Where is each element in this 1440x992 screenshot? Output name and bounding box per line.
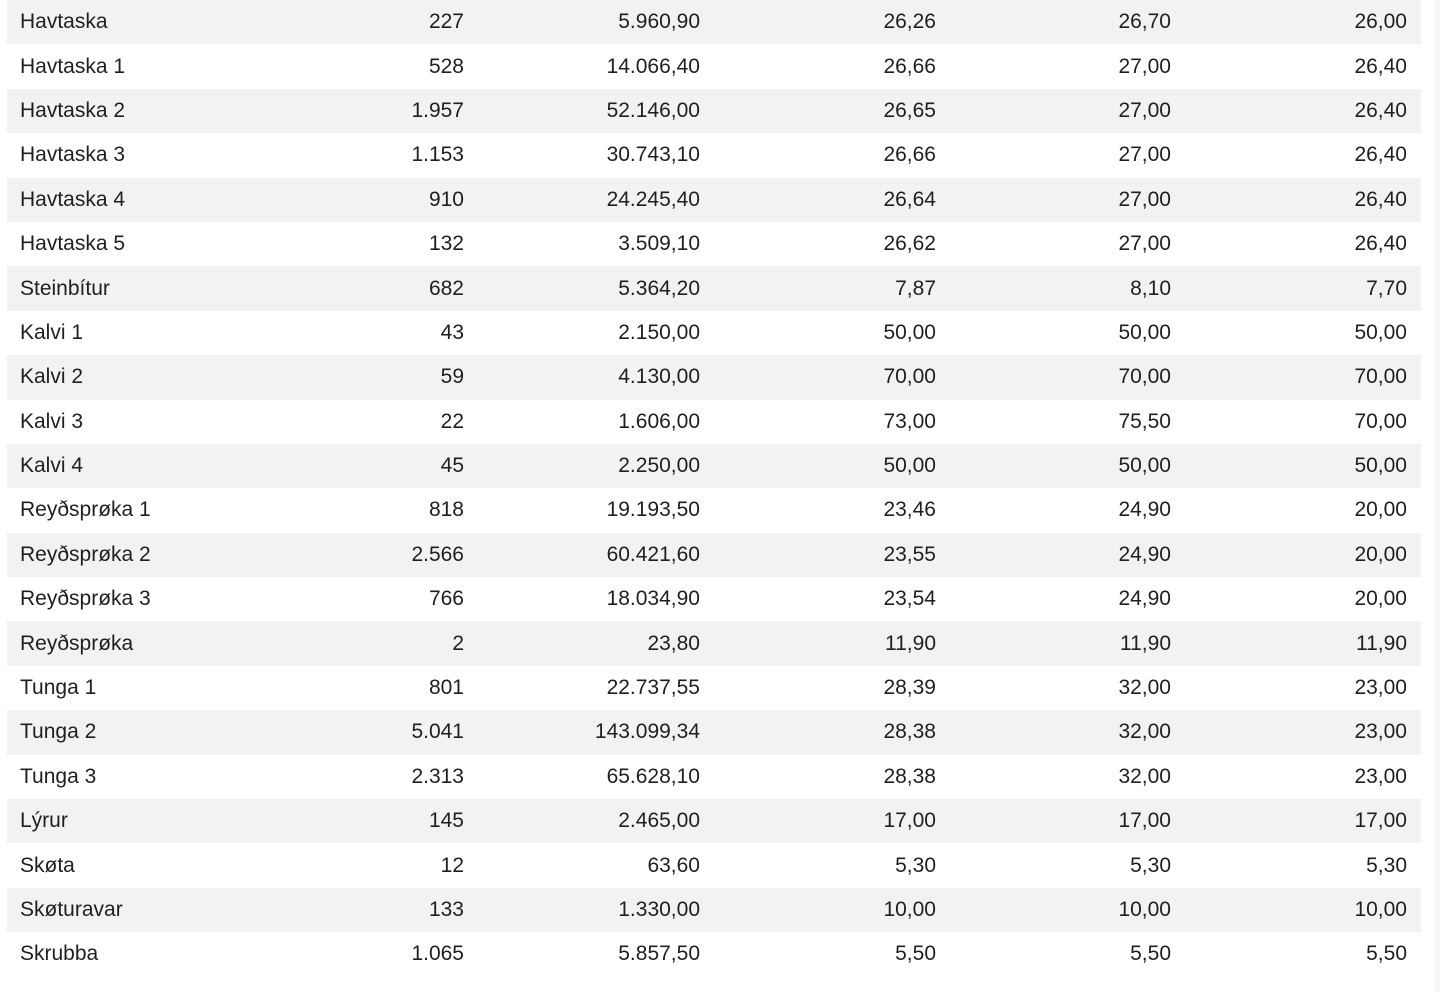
low-price-cell: 26,40	[1354, 98, 1407, 122]
low-price-cell: 5,50	[1366, 942, 1407, 966]
average-price-cell: 17,00	[883, 809, 936, 833]
quantity-cell: 43	[440, 320, 464, 344]
total-value-cell: 2.250,00	[618, 454, 700, 478]
table-row	[7, 488, 1421, 532]
high-price-cell: 32,00	[1118, 720, 1171, 744]
species-name-cell: Havtaska 4	[20, 187, 126, 211]
species-name-cell: Reyðsprøka 3	[20, 587, 151, 611]
species-name-cell: Havtaska 2	[20, 98, 126, 122]
quantity-cell: 910	[428, 187, 464, 211]
species-name-cell: Lýrur	[20, 809, 68, 833]
high-price-cell: 11,90	[1120, 631, 1171, 655]
species-name-cell: Reyðsprøka 2	[20, 542, 151, 566]
species-name-cell: Skøta	[20, 853, 75, 877]
quantity-cell: 1.153	[411, 143, 464, 167]
quantity-cell: 5.041	[411, 720, 464, 744]
average-price-cell: 28,38	[883, 764, 936, 788]
high-price-cell: 27,00	[1118, 143, 1171, 167]
total-value-cell: 30.743,10	[606, 143, 700, 167]
table-row	[7, 577, 1421, 621]
low-price-cell: 11,90	[1356, 631, 1407, 655]
high-price-cell: 50,00	[1118, 454, 1171, 478]
species-name-cell: Kalvi 1	[20, 320, 84, 344]
low-price-cell: 17,00	[1354, 809, 1407, 833]
high-price-cell: 5,30	[1130, 853, 1171, 877]
total-value-cell: 22.737,55	[606, 676, 700, 700]
quantity-cell: 766	[428, 587, 464, 611]
species-name-cell: Skrubba	[20, 942, 99, 966]
quantity-cell: 2	[452, 631, 464, 655]
low-price-cell: 5,30	[1366, 853, 1407, 877]
low-price-cell: 23,00	[1354, 676, 1407, 700]
average-price-cell: 50,00	[883, 454, 936, 478]
quantity-cell: 1.065	[411, 942, 464, 966]
average-price-cell: 23,46	[883, 498, 936, 522]
total-value-cell: 5.857,50	[618, 942, 700, 966]
total-value-cell: 60.421,60	[606, 542, 700, 566]
average-price-cell: 7,87	[895, 276, 936, 300]
low-price-cell: 26,40	[1354, 232, 1407, 256]
high-price-cell: 8,10	[1130, 276, 1171, 300]
table-row	[7, 710, 1421, 754]
low-price-cell: 7,70	[1366, 276, 1407, 300]
species-name-cell: Havtaska	[20, 10, 108, 34]
high-price-cell: 24,90	[1118, 498, 1171, 522]
price-table-body	[7, 0, 1421, 977]
total-value-cell: 19.193,50	[606, 498, 700, 522]
average-price-cell: 23,55	[883, 542, 936, 566]
table-row	[7, 666, 1421, 710]
total-value-cell: 1.330,00	[618, 898, 700, 921]
quantity-cell: 133	[428, 898, 464, 921]
high-price-cell: 27,00	[1118, 187, 1171, 211]
total-value-cell: 18.034,90	[606, 587, 700, 611]
low-price-cell: 20,00	[1354, 542, 1407, 566]
table-row	[7, 178, 1421, 222]
species-name-cell: Tunga 2	[20, 720, 97, 744]
table-row	[7, 0, 1421, 44]
average-price-cell: 5,50	[895, 942, 936, 966]
high-price-cell: 27,00	[1118, 54, 1171, 78]
total-value-cell: 2.465,00	[618, 809, 700, 833]
total-value-cell: 63,60	[647, 853, 700, 877]
total-value-cell: 1.606,00	[618, 409, 700, 433]
table-row	[7, 843, 1421, 887]
quantity-cell: 801	[428, 676, 464, 700]
total-value-cell: 5.960,90	[618, 10, 700, 34]
high-price-cell: 24,90	[1118, 587, 1171, 611]
quantity-cell: 59	[440, 365, 464, 389]
table-row	[7, 222, 1421, 266]
species-name-cell: Reyðsprøka	[20, 631, 134, 655]
quantity-cell: 2.313	[411, 764, 464, 788]
high-price-cell: 75,50	[1118, 409, 1171, 433]
table-row	[7, 266, 1421, 310]
average-price-cell: 26,64	[883, 187, 936, 211]
low-price-cell: 23,00	[1354, 720, 1407, 744]
species-name-cell: Skøturavar	[20, 898, 123, 921]
quantity-cell: 682	[428, 276, 464, 300]
average-price-cell: 11,90	[885, 631, 936, 655]
table-row	[7, 311, 1421, 355]
species-name-cell: Tunga 3	[20, 764, 97, 788]
table-row	[7, 444, 1421, 488]
high-price-cell: 17,00	[1118, 809, 1171, 833]
table-row	[7, 932, 1421, 976]
average-price-cell: 10,00	[883, 898, 936, 921]
high-price-cell: 24,90	[1118, 542, 1171, 566]
total-value-cell: 14.066,40	[606, 54, 700, 78]
average-price-cell: 73,00	[883, 409, 936, 433]
low-price-cell: 10,00	[1354, 898, 1407, 921]
average-price-cell: 26,62	[883, 232, 936, 256]
total-value-cell: 65.628,10	[606, 764, 700, 788]
table-row	[7, 133, 1421, 177]
species-name-cell: Havtaska 1	[20, 54, 126, 78]
table-row	[7, 755, 1421, 799]
table-row	[7, 400, 1421, 444]
table-row	[7, 355, 1421, 399]
average-price-cell: 5,30	[895, 853, 936, 877]
quantity-cell: 132	[428, 232, 464, 256]
total-value-cell: 143.099,34	[594, 720, 700, 744]
quantity-cell: 22	[440, 409, 464, 433]
total-value-cell: 3.509,10	[618, 232, 700, 256]
average-price-cell: 70,00	[883, 365, 936, 389]
species-name-cell: Havtaska 3	[20, 143, 126, 167]
total-value-cell: 4.130,00	[618, 365, 700, 389]
low-price-cell: 70,00	[1354, 409, 1407, 433]
high-price-cell: 10,00	[1118, 898, 1171, 921]
average-price-cell: 26,65	[883, 98, 936, 122]
total-value-cell: 24.245,40	[606, 187, 700, 211]
quantity-cell: 528	[428, 54, 464, 78]
table-row	[7, 799, 1421, 843]
average-price-cell: 26,66	[883, 54, 936, 78]
species-name-cell: Reyðsprøka 1	[20, 498, 151, 522]
table-row	[7, 44, 1421, 88]
scrollbar-track[interactable]	[1434, 0, 1440, 992]
low-price-cell: 26,00	[1354, 10, 1407, 34]
quantity-cell: 145	[428, 809, 464, 833]
average-price-cell: 50,00	[883, 320, 936, 344]
average-price-cell: 26,66	[883, 143, 936, 167]
low-price-cell: 20,00	[1354, 587, 1407, 611]
high-price-cell: 26,70	[1118, 10, 1171, 34]
price-table	[7, 0, 1421, 977]
table-row	[7, 621, 1421, 665]
quantity-cell: 2.566	[411, 542, 464, 566]
high-price-cell: 70,00	[1118, 365, 1171, 389]
high-price-cell: 32,00	[1118, 676, 1171, 700]
high-price-cell: 5,50	[1130, 942, 1171, 966]
average-price-cell: 26,26	[883, 10, 936, 34]
average-price-cell: 23,54	[883, 587, 936, 611]
average-price-cell: 28,38	[883, 720, 936, 744]
species-name-cell: Kalvi 2	[20, 365, 84, 389]
species-name-cell: Kalvi 4	[20, 454, 84, 478]
quantity-cell: 227	[428, 10, 464, 34]
total-value-cell: 52.146,00	[606, 98, 700, 122]
low-price-cell: 26,40	[1354, 54, 1407, 78]
species-name-cell: Kalvi 3	[20, 409, 84, 433]
low-price-cell: 70,00	[1354, 365, 1407, 389]
quantity-cell: 1.957	[411, 98, 464, 122]
high-price-cell: 50,00	[1118, 320, 1171, 344]
quantity-cell: 45	[440, 454, 464, 478]
high-price-cell: 27,00	[1118, 232, 1171, 256]
quantity-cell: 12	[440, 853, 464, 877]
table-row	[7, 533, 1421, 577]
high-price-cell: 32,00	[1118, 764, 1171, 788]
low-price-cell: 50,00	[1354, 320, 1407, 344]
average-price-cell: 28,39	[883, 676, 936, 700]
quantity-cell: 818	[428, 498, 464, 522]
low-price-cell: 50,00	[1354, 454, 1407, 478]
price-table-container	[7, 0, 1421, 977]
species-name-cell: Steinbítur	[20, 276, 110, 300]
table-row	[7, 89, 1421, 133]
low-price-cell: 26,40	[1354, 187, 1407, 211]
low-price-cell: 20,00	[1354, 498, 1407, 522]
total-value-cell: 5.364,20	[618, 276, 700, 300]
species-name-cell: Tunga 1	[20, 676, 97, 700]
total-value-cell: 23,80	[647, 631, 700, 655]
total-value-cell: 2.150,00	[618, 320, 700, 344]
low-price-cell: 23,00	[1354, 764, 1407, 788]
high-price-cell: 27,00	[1118, 98, 1171, 122]
species-name-cell: Havtaska 5	[20, 232, 126, 256]
table-row	[7, 888, 1421, 932]
low-price-cell: 26,40	[1354, 143, 1407, 167]
